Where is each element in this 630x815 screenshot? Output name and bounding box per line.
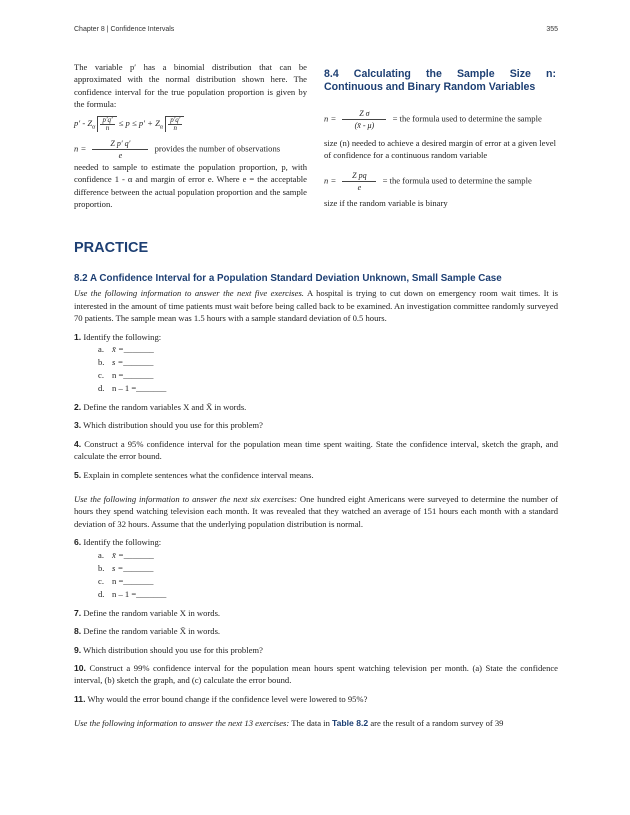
- section-heading-8-2: 8.2 A Confidence Interval for a Population Standard Deviation Unknown, Small Sample Case: [74, 273, 502, 284]
- exercise-10: 10. Construct a 99% confidence interval for the population mean hours spent watching television per month. (a) State the confidence interval, (b) sketch the graph, and (c) calculate the error bound.: [74, 662, 558, 686]
- exercise-5: 5. Explain in complete sentences what the confidence interval means.: [74, 469, 314, 480]
- page-header: [74, 26, 558, 33]
- exercise-9: 9. Which distribution should you use for this problem?: [74, 644, 263, 655]
- exercise-11: 11. Why would the error bound change if the confidence level were lowered to 95%?: [74, 693, 368, 704]
- chapter-title: Chapter 8 | Confidence Intervals: [74, 26, 175, 33]
- page-number: 355: [546, 26, 558, 33]
- exercise-4: 4. Construct a 95% confidence interval for the population mean time spent waiting. State the confidence interval, sketch the graph, and calculate the error bound.: [74, 438, 558, 462]
- section-heading-8-4: 8.4 Calculating the Sample Size n: Continuous and Binary Random Variables: [324, 68, 556, 93]
- list-item: c. n =_______: [98, 575, 154, 586]
- exercise-8: 8. Define the random variable X̄ in words.: [74, 626, 221, 637]
- list-item: a. x̄ =_______: [98, 549, 154, 560]
- practice-heading: PRACTICE: [74, 240, 149, 256]
- list-item: b. s =_______: [98, 562, 154, 573]
- exercise-7: 7. Define the random variable X in words.: [74, 607, 221, 618]
- exercise-1-items: [98, 343, 558, 395]
- exercise-intro-2: Use the following information to answer the next six exercises: One hundred eight Americans were surveyed to determine the number of hours they spend watching television each month. It was revealed that they watched an average of 151 hours each month with a standard deviation of 32 hours. Assume that the underlying population distribution is normal.: [74, 494, 558, 529]
- exercise-3: 3. Which distribution should you use for this problem?: [74, 420, 263, 431]
- list-item: a. x̄ =_______: [98, 344, 154, 355]
- exercise-1: 1. Identify the following:: [74, 331, 162, 342]
- continuous-sample-size-formula: n = $\frac{\text{Z σ}}{(x̄ - \mu)}$ = the formula used to determine the sample: [324, 109, 542, 130]
- exercise-6-items: [98, 549, 558, 601]
- binary-sample-size-formula: n = $\frac{\text{Z pq}}{e}$ = the formula used to determine the sample: [324, 170, 532, 192]
- proportion-explanation: needed to sample to estimate the population proportion, p, with confidence 1 - α and margin of error e. Where e = the acceptable difference between the actual population proportion and the sample proportion.: [74, 162, 307, 210]
- practice-content: [74, 273, 558, 730]
- table-reference-link[interactable]: Table 8.2: [332, 718, 369, 729]
- exercise-intro-1: Use the following information to answer the next five exercises. A hospital is trying to cut down on emergency room wait times. It is interested in the amount of time patients must wait before being called back to be examined. An investigation committee randomly surveyed 70 patients. The sample mean was 1.5 hours with a sample standard deviation of 0.5 hours.: [74, 288, 559, 324]
- list-item: c. n =_______: [98, 370, 154, 381]
- list-item: d. n – 1 =_______: [98, 588, 167, 599]
- proportion-paragraph: The variable p′ has a binomial distribution that can be approximated with the normal distribution shown here. The confidence interval for the true population proportion is given by the formula:: [74, 62, 307, 109]
- list-item: b. s =_______: [98, 357, 154, 368]
- exercise-6: 6. Identify the following:: [74, 537, 162, 548]
- exercise-2: 2. Define the random variables X and X̄ in words.: [74, 402, 247, 413]
- exercise-intro-3: Use the following information to answer the next 13 exercises: The data in Table 8.2 are the result of a random survey of 39: [74, 718, 504, 729]
- proportion-ci-formula: $p' - Z_\alpha$ $\frac{p'q'}{n}$ ≤ $p \le p' + Z_\alpha$ $\frac{p'q'}{n}$: [74, 116, 307, 134]
- right-column: 8.4 Calculating the Sample Size n: Continuous and Binary Random Variables n = $\frac{\text{Z σ}}{(x̄ - \mu)}$ = the formula used to determine the sample size (n) needed to achieve a desired margin of error at a given level of confidence for a continuous random variable n = $\frac{\text{Z pq}}{e}$ = the formula used to determine the sample size if the random variable is binary: [324, 68, 556, 208]
- proportion-sample-size-formula: n = $\frac{\text{Z p′ q′}}{e}$ provides the number of observations: [74, 139, 281, 161]
- left-column: [74, 61, 307, 210]
- list-item: d. n – 1 =_______: [98, 383, 167, 394]
